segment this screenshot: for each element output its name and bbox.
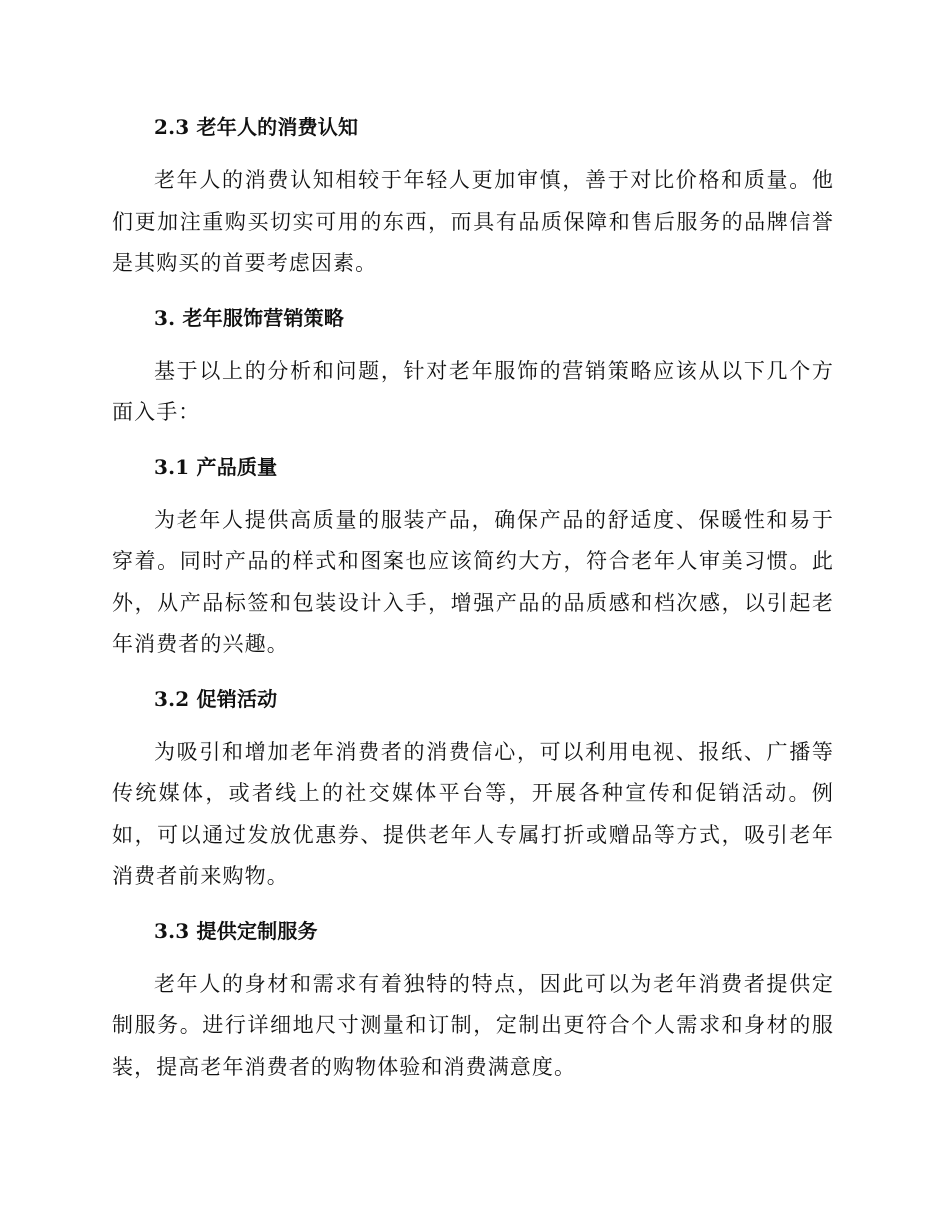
document-body xyxy=(112,112,834,1088)
section-heading-3-3: 3.3 提供定制服务 xyxy=(154,918,318,943)
section-heading-2-3: 2.3 老年人的消费认知 xyxy=(154,115,359,139)
section-paragraph-3-3: 老年人的身材和需求有着独特的特点，因此可以为老年消费者提供定制服务。进行详细地尺寸测量和订制，定制出更符合个人需求和身材的服装，提高老年消费者的购物体验和消费满意度。 xyxy=(112,971,834,1079)
section-heading-3-2: 3.2 促销活动 xyxy=(154,686,278,711)
section-paragraph-3: 基于以上的分析和问题，针对老年服饰的营销策略应该从以下几个方面入手： xyxy=(112,358,834,424)
section-paragraph-3-1: 为老年人提供高质量的服装产品，确保产品的舒适度、保暖性和易于穿着。同时产品的样式和图案也应该简约大方，符合老年人审美习惯。此外，从产品标签和包装设计入手，增强产品的品质感和档次感，以引起老年消费者的兴趣。 xyxy=(112,507,834,656)
section-paragraph-3-2: 为吸引和增加老年消费者的消费信心，可以利用电视、报纸、广播等传统媒体，或者线上的社交媒体平台等，开展各种宣传和促销活动。例如，可以通过发放优惠券、提供老年人专属打折或赠品等方式，吸引老年消费者前来购物。 xyxy=(112,739,834,888)
section-heading-3-1: 3.1 产品质量 xyxy=(154,454,278,479)
section-heading-3: 3. 老年服饰营销策略 xyxy=(154,305,345,330)
section-paragraph-2-3: 老年人的消费认知相较于年轻人更加审慎，善于对比价格和质量。他们更加注重购买切实可用的东西，而具有品质保障和售后服务的品牌信誉是其购买的首要考虑因素。 xyxy=(112,168,834,275)
